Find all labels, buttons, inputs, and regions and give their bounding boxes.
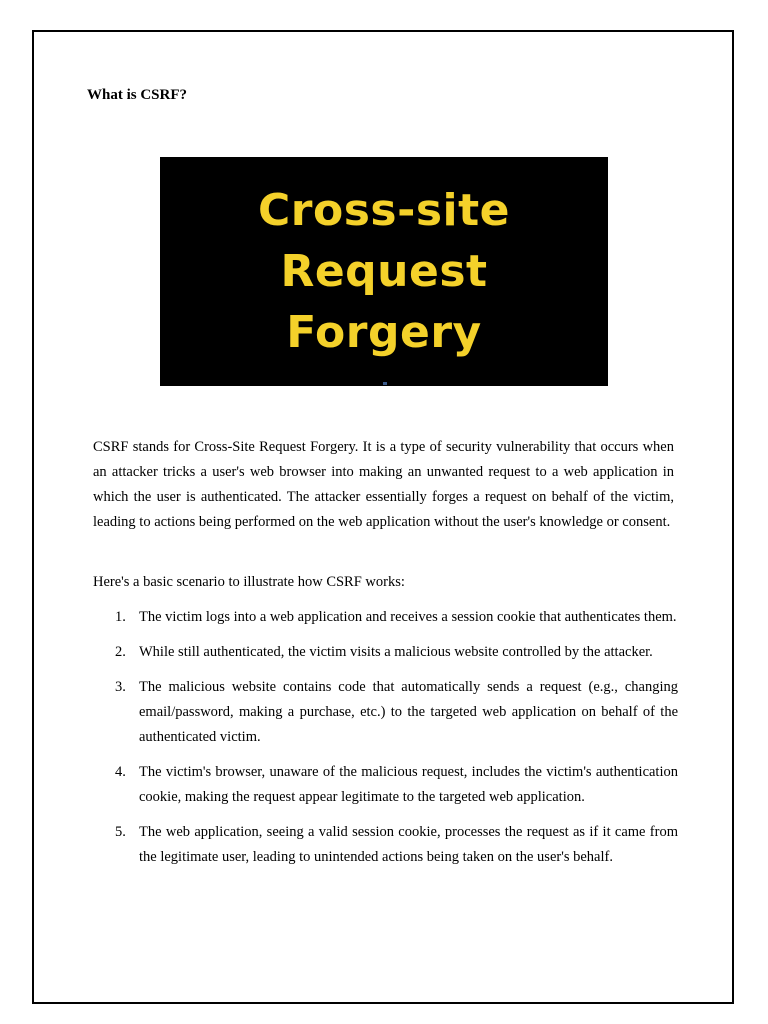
intro-paragraph: CSRF stands for Cross-Site Request Forgery. It is a type of security vulnerability that occurs when an attacker tricks a user's web browser into making an unwanted request to a web application in which the user is authenticated. The attacker essentially forges a request on behalf of the victim, leading to actions being performed on the web application without the user's knowledge or consent. <box>93 439 674 530</box>
list-item-number: 5. <box>115 824 126 840</box>
list-item <box>93 760 678 810</box>
list-item-text: The victim logs into a web application and receives a session cookie that authenticates them. <box>139 609 677 625</box>
list-item-text: The web application, seeing a valid session cookie, processes the request as if it came from the legitimate user, leading to unintended actions being taken on the user's behalf. <box>139 824 678 865</box>
steps-list <box>93 605 678 880</box>
list-item <box>93 605 678 630</box>
list-item <box>93 675 678 750</box>
banner-artifact-dot <box>383 382 387 385</box>
list-item <box>93 820 678 870</box>
list-item-number: 3. <box>115 679 126 695</box>
list-item-text: While still authenticated, the victim visits a malicious website controlled by the attacker. <box>139 644 653 660</box>
scenario-intro: Here's a basic scenario to illustrate how CSRF works: <box>93 574 405 590</box>
list-item-text: The malicious website contains code that automatically sends a request (e.g., changing email/password, making a purchase, etc.) to the targeted web application on behalf of the authenticated victim. <box>139 679 678 745</box>
page-title: What is CSRF? <box>87 87 188 103</box>
list-item-number: 2. <box>115 644 126 660</box>
banner-line-3: Forgery <box>286 307 482 358</box>
banner-line-2: Request <box>280 246 488 297</box>
list-item-text: The victim's browser, unaware of the malicious request, includes the victim's authentication cookie, making the request appear legitimate to the targeted web application. <box>139 764 678 805</box>
banner-line-1: Cross-site <box>257 185 510 236</box>
list-item-number: 1. <box>115 609 126 625</box>
csrf-banner-image <box>160 157 608 386</box>
list-item-number: 4. <box>115 764 126 780</box>
list-item <box>93 640 678 665</box>
